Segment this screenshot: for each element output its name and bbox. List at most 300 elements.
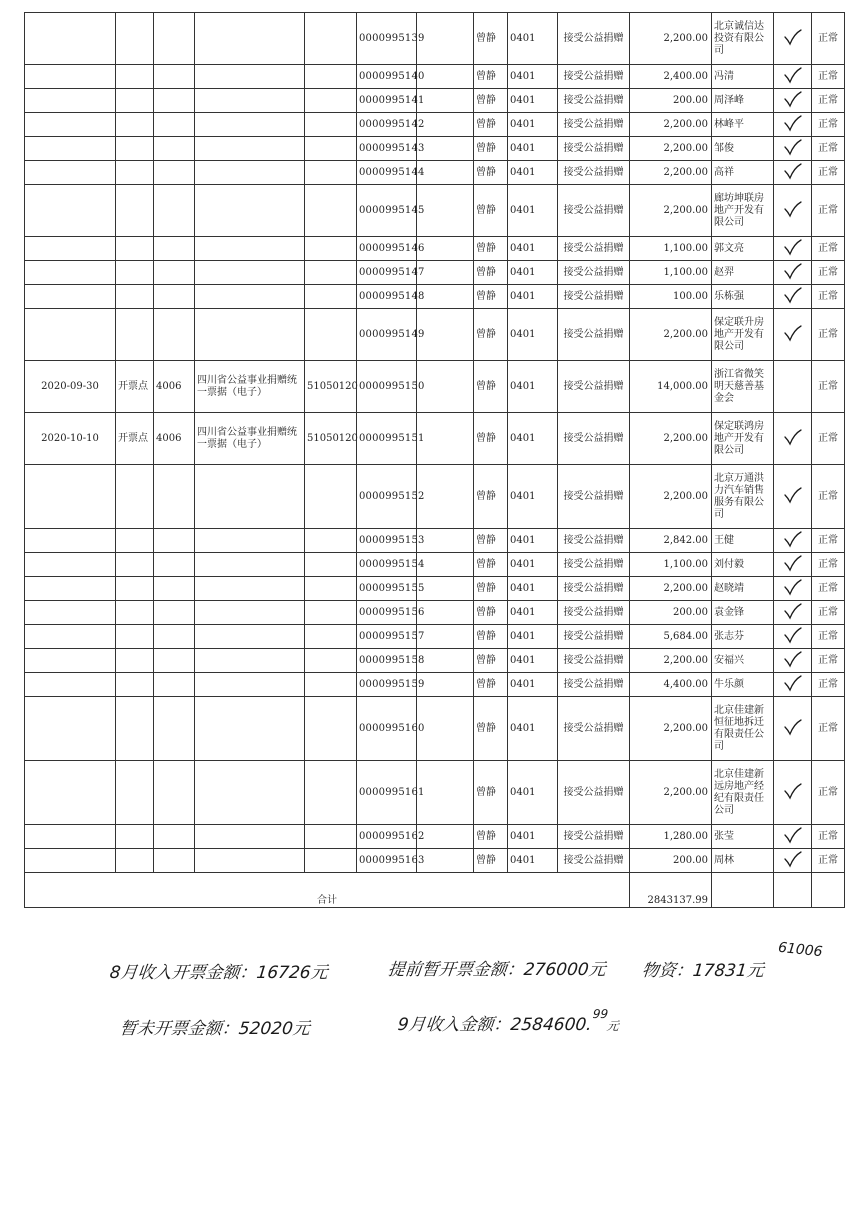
amount-cell: 2,200.00 — [630, 113, 712, 137]
ticket-code-cell — [305, 601, 357, 625]
project-cell: 接受公益捐赠 — [558, 361, 630, 413]
ticket-type-cell — [195, 849, 305, 873]
total-label: 合计 — [25, 873, 630, 908]
table-row — [25, 113, 845, 137]
invoice-number-cell: 0000995155 — [357, 577, 417, 601]
invoice-number-cell: 0000995161 — [357, 761, 417, 825]
amount-cell: 2,200.00 — [630, 309, 712, 361]
total-blank-cell — [774, 873, 812, 908]
checkmark-icon — [783, 428, 803, 446]
point-cell: 开票点 — [116, 413, 154, 465]
status-cell: 正常 — [812, 649, 845, 673]
check-cell — [774, 825, 812, 849]
amount-cell: 200.00 — [630, 849, 712, 873]
project-cell: 接受公益捐赠 — [558, 825, 630, 849]
amount-cell: 2,200.00 — [630, 185, 712, 237]
checkmark-icon — [783, 262, 803, 280]
blank-cell — [417, 13, 474, 65]
invoice-number-cell: 0000995160 — [357, 697, 417, 761]
invoice-number-cell: 0000995147 — [357, 261, 417, 285]
invoice-number-cell: 0000995154 — [357, 553, 417, 577]
invoice-number-cell: 0000995152 — [357, 465, 417, 529]
check-cell — [774, 529, 812, 553]
blank-cell — [417, 697, 474, 761]
check-cell — [774, 309, 812, 361]
code-cell — [154, 89, 195, 113]
handler-cell: 曾静 — [474, 89, 508, 113]
point-cell — [116, 577, 154, 601]
blank-cell — [417, 161, 474, 185]
check-cell — [774, 673, 812, 697]
invoice-number-cell: 0000995151 — [357, 413, 417, 465]
ticket-code-cell — [305, 285, 357, 309]
code-cell — [154, 13, 195, 65]
date-cell — [25, 309, 116, 361]
ticket-type-cell — [195, 185, 305, 237]
handler-cell: 曾静 — [474, 577, 508, 601]
payer-cell: 刘付毅 — [712, 553, 774, 577]
payer-cell: 林峰平 — [712, 113, 774, 137]
handler-cell: 曾静 — [474, 65, 508, 89]
payer-cell: 袁金锋 — [712, 601, 774, 625]
ticket-type-cell — [195, 529, 305, 553]
table-row — [25, 761, 845, 825]
amount-cell: 14,000.00 — [630, 361, 712, 413]
table-row — [25, 601, 845, 625]
date-cell — [25, 285, 116, 309]
note-september-income-main: 9月收入金额：2584600. — [396, 1015, 593, 1035]
date-cell — [25, 113, 116, 137]
amount-cell: 2,200.00 — [630, 649, 712, 673]
payer-cell: 牛乐颜 — [712, 673, 774, 697]
code-cell — [154, 761, 195, 825]
project-cell: 接受公益捐赠 — [558, 465, 630, 529]
date-cell — [25, 65, 116, 89]
code-cell — [154, 237, 195, 261]
blank-cell — [417, 673, 474, 697]
ticket-code-cell — [305, 65, 357, 89]
table-row — [25, 673, 845, 697]
payer-cell: 北京万通洪力汽车销售服务有限公司 — [712, 465, 774, 529]
point-cell — [116, 553, 154, 577]
date-cell — [25, 625, 116, 649]
status-cell: 正常 — [812, 161, 845, 185]
checkmark-icon — [783, 578, 803, 596]
project-cell: 接受公益捐赠 — [558, 697, 630, 761]
blank-cell — [417, 465, 474, 529]
point-cell — [116, 161, 154, 185]
check-cell — [774, 185, 812, 237]
blank-cell — [417, 849, 474, 873]
payer-cell: 安福兴 — [712, 649, 774, 673]
checkmark-icon — [783, 324, 803, 342]
point-cell — [116, 625, 154, 649]
handler-cell: 曾静 — [474, 13, 508, 65]
ledger-table — [24, 12, 845, 908]
invoice-number-cell: 0000995163 — [357, 849, 417, 873]
checkmark-icon — [783, 650, 803, 668]
account-cell: 0401 — [508, 465, 558, 529]
invoice-number-cell: 0000995142 — [357, 113, 417, 137]
ticket-code-cell — [305, 161, 357, 185]
ticket-code-cell — [305, 761, 357, 825]
ticket-code-cell — [305, 89, 357, 113]
blank-cell — [417, 137, 474, 161]
table-row — [25, 137, 845, 161]
payer-cell: 廊坊坤联房地产开发有限公司 — [712, 185, 774, 237]
amount-cell: 2,200.00 — [630, 137, 712, 161]
payer-cell: 北京诚信达投资有限公司 — [712, 13, 774, 65]
blank-cell — [417, 825, 474, 849]
checkmark-icon — [783, 674, 803, 692]
handler-cell: 曾静 — [474, 309, 508, 361]
checkmark-icon — [783, 138, 803, 156]
ticket-code-cell — [305, 553, 357, 577]
check-cell — [774, 601, 812, 625]
point-cell — [116, 13, 154, 65]
account-cell: 0401 — [508, 65, 558, 89]
date-cell — [25, 697, 116, 761]
amount-cell: 200.00 — [630, 89, 712, 113]
invoice-number-cell: 0000995145 — [357, 185, 417, 237]
table-row — [25, 825, 845, 849]
checkmark-icon — [783, 602, 803, 620]
payer-cell: 郭文亮 — [712, 237, 774, 261]
total-row — [25, 873, 845, 908]
point-cell — [116, 649, 154, 673]
date-cell — [25, 13, 116, 65]
date-cell — [25, 649, 116, 673]
note-advance-invoiced: 提前暂开票金额：276000元 — [386, 960, 607, 980]
code-cell — [154, 113, 195, 137]
invoice-number-cell: 0000995146 — [357, 237, 417, 261]
point-cell — [116, 761, 154, 825]
code-cell — [154, 65, 195, 89]
account-cell: 0401 — [508, 137, 558, 161]
note-september-income-unit: 元 — [606, 1019, 620, 1033]
ticket-type-cell — [195, 825, 305, 849]
point-cell — [116, 825, 154, 849]
note-tag-number: 61006 — [777, 939, 824, 961]
checkmark-icon — [783, 554, 803, 572]
blank-cell — [417, 89, 474, 113]
ticket-code-cell — [305, 137, 357, 161]
handler-cell: 曾静 — [474, 465, 508, 529]
project-cell: 接受公益捐赠 — [558, 649, 630, 673]
ticket-type-cell — [195, 649, 305, 673]
checkmark-icon — [783, 286, 803, 304]
point-cell — [116, 285, 154, 309]
account-cell: 0401 — [508, 625, 558, 649]
table-row — [25, 625, 845, 649]
project-cell: 接受公益捐赠 — [558, 113, 630, 137]
payer-cell: 乐栋强 — [712, 285, 774, 309]
amount-cell: 100.00 — [630, 285, 712, 309]
account-cell: 0401 — [508, 113, 558, 137]
check-cell — [774, 553, 812, 577]
table-row — [25, 529, 845, 553]
account-cell: 0401 — [508, 649, 558, 673]
total-blank-cell — [712, 873, 774, 908]
invoice-number-cell: 0000995157 — [357, 625, 417, 649]
amount-cell: 1,100.00 — [630, 261, 712, 285]
table-row — [25, 577, 845, 601]
blank-cell — [417, 237, 474, 261]
check-cell — [774, 113, 812, 137]
code-cell — [154, 309, 195, 361]
handler-cell: 曾静 — [474, 649, 508, 673]
invoice-number-cell: 0000995140 — [357, 65, 417, 89]
ticket-type-cell — [195, 161, 305, 185]
blank-cell — [417, 413, 474, 465]
date-cell — [25, 465, 116, 529]
status-cell: 正常 — [812, 849, 845, 873]
checkmark-icon — [783, 718, 803, 736]
total-amount: 2843137.99 — [630, 873, 712, 908]
check-cell — [774, 577, 812, 601]
code-cell — [154, 137, 195, 161]
payer-cell: 赵晓靖 — [712, 577, 774, 601]
project-cell: 接受公益捐赠 — [558, 849, 630, 873]
handler-cell: 曾静 — [474, 673, 508, 697]
ticket-type-cell — [195, 761, 305, 825]
payer-cell: 北京佳建新远房地产经纪有限责任公司 — [712, 761, 774, 825]
amount-cell: 5,684.00 — [630, 625, 712, 649]
code-cell — [154, 161, 195, 185]
payer-cell: 王健 — [712, 529, 774, 553]
table-row — [25, 89, 845, 113]
checkmark-icon — [783, 90, 803, 108]
table-row — [25, 465, 845, 529]
check-cell — [774, 89, 812, 113]
status-cell: 正常 — [812, 577, 845, 601]
date-cell — [25, 261, 116, 285]
ticket-type-cell — [195, 577, 305, 601]
date-cell — [25, 673, 116, 697]
project-cell: 接受公益捐赠 — [558, 13, 630, 65]
payer-cell: 周林 — [712, 849, 774, 873]
payer-cell: 周泽峰 — [712, 89, 774, 113]
ticket-type-cell — [195, 237, 305, 261]
status-cell: 正常 — [812, 601, 845, 625]
status-cell: 正常 — [812, 65, 845, 89]
point-cell — [116, 237, 154, 261]
ticket-type-cell — [195, 89, 305, 113]
payer-cell: 邹俊 — [712, 137, 774, 161]
blank-cell — [417, 361, 474, 413]
invoice-number-cell: 0000995139 — [357, 13, 417, 65]
amount-cell: 2,200.00 — [630, 697, 712, 761]
invoice-number-cell: 0000995149 — [357, 309, 417, 361]
code-cell — [154, 673, 195, 697]
status-cell: 正常 — [812, 465, 845, 529]
date-cell — [25, 89, 116, 113]
handler-cell: 曾静 — [474, 185, 508, 237]
table-row — [25, 697, 845, 761]
project-cell: 接受公益捐赠 — [558, 413, 630, 465]
invoice-number-cell: 0000995153 — [357, 529, 417, 553]
ticket-code-cell: 51050120 — [305, 413, 357, 465]
checkmark-icon — [783, 782, 803, 800]
blank-cell — [417, 261, 474, 285]
account-cell: 0401 — [508, 529, 558, 553]
table-row — [25, 361, 845, 413]
date-cell — [25, 601, 116, 625]
project-cell: 接受公益捐赠 — [558, 185, 630, 237]
ticket-code-cell — [305, 185, 357, 237]
status-cell: 正常 — [812, 113, 845, 137]
code-cell — [154, 577, 195, 601]
payer-cell: 保定联鸿房地产开发有限公司 — [712, 413, 774, 465]
total-blank-cell — [812, 873, 845, 908]
amount-cell: 2,200.00 — [630, 161, 712, 185]
amount-cell: 1,280.00 — [630, 825, 712, 849]
date-cell: 2020-09-30 — [25, 361, 116, 413]
amount-cell: 1,100.00 — [630, 553, 712, 577]
date-cell — [25, 237, 116, 261]
checkmark-icon — [783, 850, 803, 868]
payer-cell: 张志芬 — [712, 625, 774, 649]
status-cell: 正常 — [812, 825, 845, 849]
handler-cell: 曾静 — [474, 113, 508, 137]
checkmark-icon — [783, 114, 803, 132]
status-cell: 正常 — [812, 673, 845, 697]
ticket-type-cell — [195, 697, 305, 761]
account-cell: 0401 — [508, 697, 558, 761]
project-cell: 接受公益捐赠 — [558, 673, 630, 697]
date-cell — [25, 553, 116, 577]
account-cell: 0401 — [508, 761, 558, 825]
code-cell — [154, 465, 195, 529]
note-september-income-cents: 99 — [592, 1007, 609, 1021]
account-cell: 0401 — [508, 577, 558, 601]
status-cell: 正常 — [812, 237, 845, 261]
ticket-code-cell — [305, 625, 357, 649]
payer-cell: 张莹 — [712, 825, 774, 849]
blank-cell — [417, 285, 474, 309]
check-cell — [774, 649, 812, 673]
ticket-code-cell — [305, 465, 357, 529]
point-cell — [116, 849, 154, 873]
code-cell — [154, 553, 195, 577]
project-cell: 接受公益捐赠 — [558, 553, 630, 577]
account-cell: 0401 — [508, 13, 558, 65]
ticket-code-cell — [305, 113, 357, 137]
blank-cell — [417, 625, 474, 649]
amount-cell: 4,400.00 — [630, 673, 712, 697]
handler-cell: 曾静 — [474, 261, 508, 285]
amount-cell: 2,200.00 — [630, 413, 712, 465]
date-cell — [25, 529, 116, 553]
project-cell: 接受公益捐赠 — [558, 261, 630, 285]
payer-cell: 高祥 — [712, 161, 774, 185]
status-cell: 正常 — [812, 413, 845, 465]
status-cell: 正常 — [812, 361, 845, 413]
invoice-number-cell: 0000995143 — [357, 137, 417, 161]
check-cell — [774, 465, 812, 529]
note-august-invoiced: 8月收入开票金额：16726元 — [108, 963, 329, 983]
ticket-code-cell — [305, 529, 357, 553]
amount-cell: 2,400.00 — [630, 65, 712, 89]
payer-cell: 浙江省微笑明天慈善基金会 — [712, 361, 774, 413]
account-cell: 0401 — [508, 285, 558, 309]
table-row — [25, 649, 845, 673]
handler-cell: 曾静 — [474, 553, 508, 577]
ticket-type-cell — [195, 113, 305, 137]
ticket-type-cell: 四川省公益事业捐赠统一票据（电子） — [195, 361, 305, 413]
project-cell: 接受公益捐赠 — [558, 65, 630, 89]
handler-cell: 曾静 — [474, 849, 508, 873]
account-cell: 0401 — [508, 161, 558, 185]
amount-cell: 2,200.00 — [630, 13, 712, 65]
handler-cell: 曾静 — [474, 361, 508, 413]
checkmark-icon — [783, 626, 803, 644]
note-not-invoiced: 暂未开票金额：52020元 — [118, 1019, 311, 1039]
ticket-type-cell — [195, 465, 305, 529]
point-cell — [116, 673, 154, 697]
date-cell: 2020-10-10 — [25, 413, 116, 465]
ticket-code-cell — [305, 577, 357, 601]
code-cell: 4006 — [154, 413, 195, 465]
table-row — [25, 553, 845, 577]
payer-cell: 冯清 — [712, 65, 774, 89]
project-cell: 接受公益捐赠 — [558, 285, 630, 309]
invoice-number-cell: 0000995141 — [357, 89, 417, 113]
code-cell — [154, 649, 195, 673]
date-cell — [25, 825, 116, 849]
payer-cell: 赵羿 — [712, 261, 774, 285]
invoice-number-cell: 0000995150 — [357, 361, 417, 413]
date-cell — [25, 137, 116, 161]
table-row — [25, 185, 845, 237]
blank-cell — [417, 601, 474, 625]
checkmark-icon — [783, 28, 803, 46]
code-cell — [154, 849, 195, 873]
account-cell: 0401 — [508, 309, 558, 361]
invoice-number-cell: 0000995148 — [357, 285, 417, 309]
point-cell — [116, 529, 154, 553]
handler-cell: 曾静 — [474, 601, 508, 625]
code-cell — [154, 601, 195, 625]
code-cell — [154, 285, 195, 309]
note-goods: 物资：17831元 — [640, 961, 765, 981]
table-row — [25, 309, 845, 361]
handler-cell: 曾静 — [474, 529, 508, 553]
code-cell — [154, 261, 195, 285]
account-cell: 0401 — [508, 185, 558, 237]
check-cell — [774, 161, 812, 185]
table-row — [25, 413, 845, 465]
blank-cell — [417, 553, 474, 577]
account-cell: 0401 — [508, 237, 558, 261]
table-row — [25, 65, 845, 89]
blank-cell — [417, 185, 474, 237]
point-cell: 开票点 — [116, 361, 154, 413]
checkmark-icon — [783, 530, 803, 548]
handler-cell: 曾静 — [474, 413, 508, 465]
checkmark-icon — [783, 238, 803, 256]
checkmark-icon — [783, 162, 803, 180]
payer-cell: 北京佳建新恒征地拆迁有限责任公司 — [712, 697, 774, 761]
ticket-code-cell — [305, 309, 357, 361]
table-row — [25, 849, 845, 873]
ticket-code-cell — [305, 237, 357, 261]
account-cell: 0401 — [508, 361, 558, 413]
ticket-code-cell — [305, 649, 357, 673]
status-cell: 正常 — [812, 261, 845, 285]
status-cell: 正常 — [812, 625, 845, 649]
project-cell: 接受公益捐赠 — [558, 89, 630, 113]
